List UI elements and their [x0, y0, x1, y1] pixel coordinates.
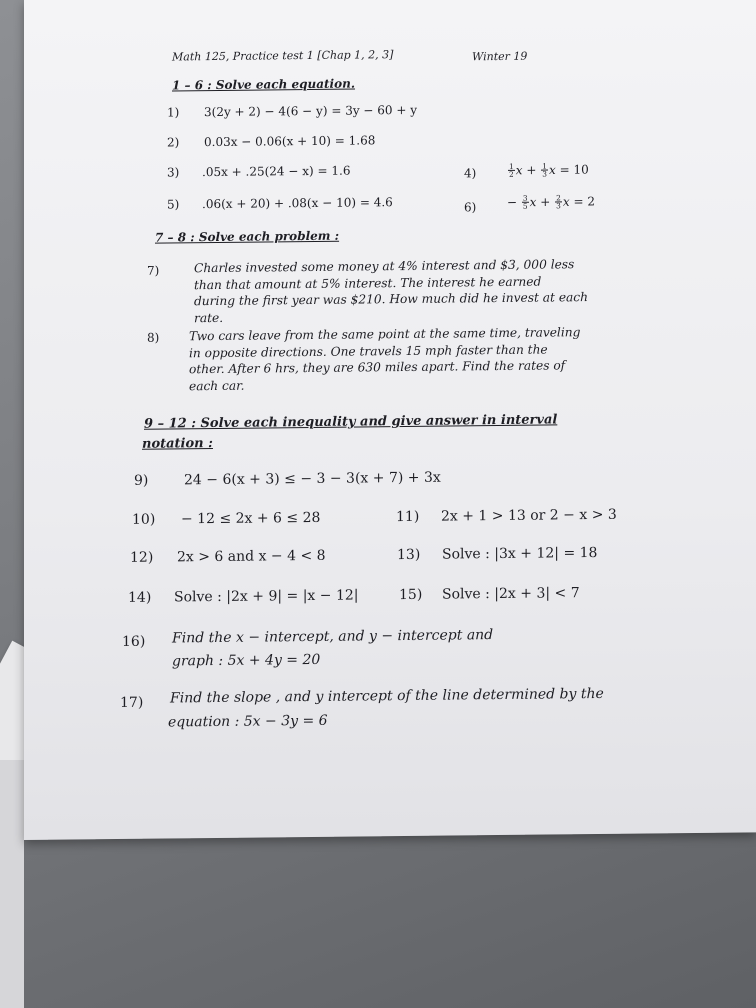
problem-2-equation: 0.03x − 0.06(x + 10) = 1.68 — [204, 133, 376, 150]
problem-16-line2: graph : 5x + 4y = 20 — [172, 651, 321, 670]
course-header: Math 125, Practice test 1 [Chap 1, 2, 3] — [172, 48, 394, 64]
problem-5-equation: .06(x + 20) + .08(x − 10) = 4.6 — [202, 195, 393, 212]
problem-2-number: 2) — [167, 135, 180, 150]
problem-3-number: 3) — [167, 165, 180, 180]
problem-17-number: 17) — [120, 694, 144, 711]
section-2-title: 7 – 8 : Solve each problem : — [155, 228, 340, 245]
problem-5-number: 5) — [167, 197, 180, 212]
problem-15-inequality: Solve : |2x + 3| < 7 — [442, 585, 580, 603]
problem-10-number: 10) — [132, 511, 156, 528]
problem-12-number: 12) — [130, 549, 154, 566]
problem-8-number: 8) — [147, 330, 160, 345]
section-3-title-line1: 9 – 12 : Solve each inequality and give answer in interval — [144, 412, 558, 432]
problem-11-number: 11) — [396, 508, 420, 526]
problem-9-number: 9) — [134, 472, 149, 489]
problem-11-inequality: 2x + 1 > 13 or 2 − x > 3 — [441, 506, 617, 525]
worksheet-page — [24, 0, 756, 840]
problem-14-equation: Solve : |2x + 9| = |x − 12| — [174, 587, 359, 606]
problem-7-text: Charles invested some money at 4% interest and $3, 000 less than that amount at 5% interest. The interest he earned during the first year was $210. How much did he invest at each rate. — [194, 257, 588, 325]
problem-3-equation: .05x + .25(24 − x) = 1.6 — [202, 163, 351, 180]
problem-14-number: 14) — [128, 589, 152, 606]
section-1-title: 1 – 6 : Solve each equation. — [172, 76, 356, 93]
problem-15-number: 15) — [399, 586, 423, 604]
fraction-two-thirds: $\frac{2}{3}$ — [556, 193, 561, 211]
problem-8-text: Two cars leave from the same point at the same time, traveling in opposite directions. One travels 15 mph faster than the other. After 6 hrs, they are 630 miles apart. Find the rates of each car. — [189, 325, 581, 393]
problem-7-number: 7) — [147, 263, 160, 278]
section-3-title-line2: notation : — [142, 436, 213, 452]
problem-10-inequality: − 12 ≤ 2x + 6 ≤ 28 — [181, 509, 321, 528]
problem-1-equation: 3(2y + 2) − 4(6 − y) = 3y − 60 + y — [204, 102, 418, 120]
problem-13-number: 13) — [397, 546, 421, 564]
fraction-three-fifths: $\frac{3}{5}$ — [522, 193, 528, 212]
problem-13-equation: Solve : |3x + 12| = 18 — [442, 544, 598, 563]
problem-17-line2: equation : 5x − 3y = 6 — [168, 712, 328, 731]
problem-6-equation: − $\frac{3}{5}$ x + $\frac{2}{3}$ x = 2 — [507, 193, 595, 212]
problem-12-inequality: 2x > 6 and x − 4 < 8 — [177, 547, 326, 566]
fraction-one-third: $\frac{1}{3}$ — [542, 161, 547, 180]
fraction-one-half: $\frac{1}{2}$ — [509, 161, 514, 180]
problem-6-number: 6) — [464, 200, 477, 215]
problem-4-equation: $\frac{1}{2}$ x + $\frac{1}{3}$ x = 10 — [509, 161, 589, 180]
problem-1-number: 1) — [167, 105, 180, 120]
term-header: Winter 19 — [472, 49, 528, 64]
problem-4-number: 4) — [464, 166, 477, 181]
problem-9-inequality: 24 − 6(x + 3) ≤ − 3 − 3(x + 7) + 3x — [184, 469, 441, 489]
problem-16-number: 16) — [122, 633, 146, 650]
background-paper-edge — [0, 760, 24, 1008]
problem-16-line1: Find the x − intercept, and y − intercept and — [172, 627, 494, 647]
problem-17-line1: Find the slope , and y intercept of the line determined by the — [170, 685, 604, 707]
